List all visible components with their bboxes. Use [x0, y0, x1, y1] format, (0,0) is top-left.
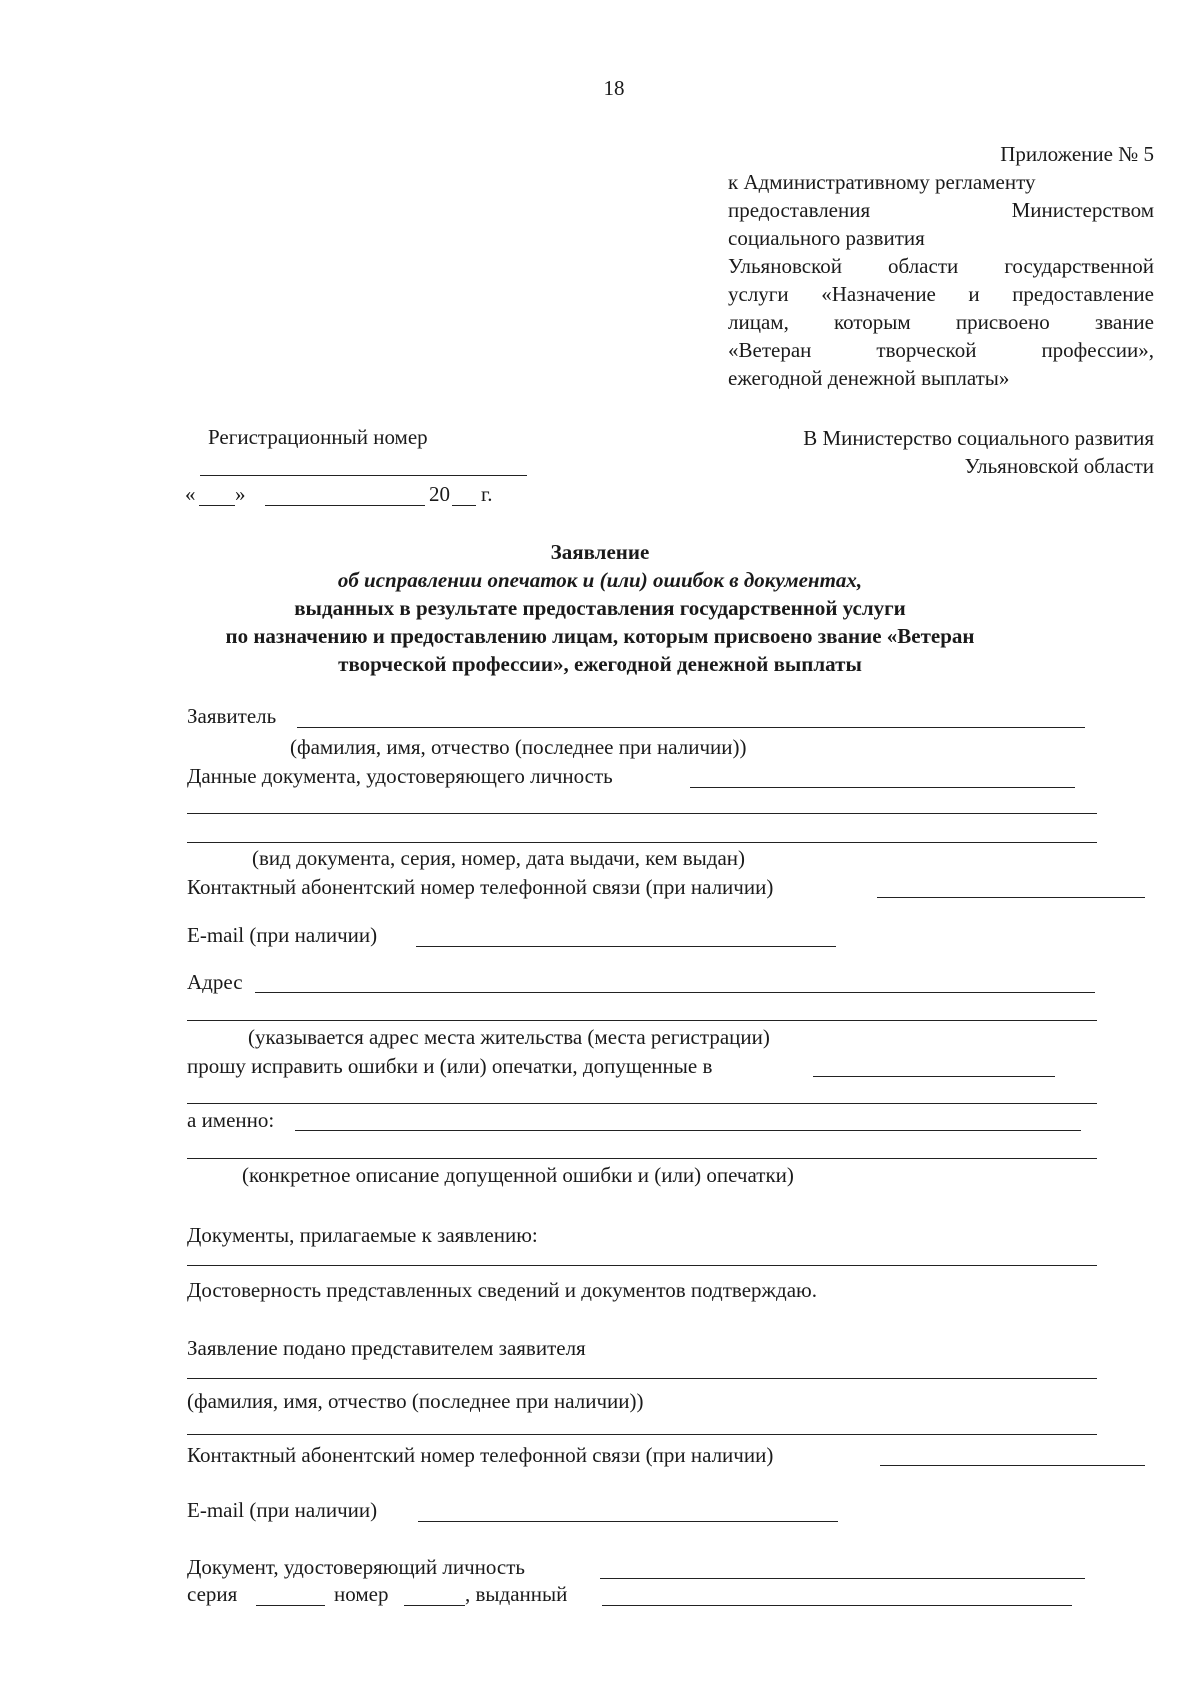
representative-label: Заявление подано представителем заявителя: [187, 1336, 586, 1360]
document-subtitle: творческой профессии», ежегодной денежной выплаты: [338, 652, 862, 676]
appendix-line: социального развития: [728, 226, 925, 250]
attachments-label: Документы, прилагаемые к заявлению:: [187, 1223, 538, 1247]
addressee-line1: В Министерство социального развития: [803, 426, 1154, 450]
address-label: Адрес: [187, 970, 243, 994]
rep-id-label: Документ, удостоверяющий личность: [187, 1555, 525, 1579]
attachments-field[interactable]: [187, 1265, 1097, 1266]
appendix-title: Приложение № 5: [1000, 142, 1154, 166]
id-doc-field-line2[interactable]: [187, 813, 1097, 814]
appendix-line: «Ветеран творческой профессии»,: [728, 338, 1154, 362]
document-subtitle: об исправлении опечаток и (или) ошибок в документах,: [337, 568, 863, 592]
date-month-field[interactable]: [265, 505, 425, 506]
date-year-field[interactable]: [452, 505, 476, 506]
id-doc-label: Данные документа, удостоверяющего личность: [187, 764, 613, 788]
date-year-prefix: 20: [429, 482, 450, 506]
request-field[interactable]: [813, 1076, 1055, 1077]
applicant-label: Заявитель: [187, 704, 277, 728]
document-subtitle: выданных в результате предоставления государственной услуги: [294, 596, 906, 620]
number-label: номер: [334, 1582, 389, 1606]
issued-field[interactable]: [602, 1605, 1072, 1606]
representative-field-line2[interactable]: [187, 1434, 1097, 1435]
appendix-line: предоставления Министерством: [728, 198, 1154, 222]
request-field-line2[interactable]: [187, 1103, 1097, 1104]
appendix-line: услуги «Назначение и предоставление: [728, 282, 1154, 306]
series-label: серия: [187, 1582, 238, 1606]
appendix-line: к Административному регламенту: [728, 170, 1036, 194]
address-hint: (указывается адрес места жительства (места регистрации): [248, 1025, 770, 1049]
document-title: Заявление: [550, 540, 650, 564]
date-day-field[interactable]: [199, 505, 235, 506]
registration-label: Регистрационный номер: [208, 425, 428, 449]
namely-hint: (конкретное описание допущенной ошибки и (или) опечатки): [242, 1163, 794, 1187]
representative-hint: (фамилия, имя, отчество (последнее при наличии)): [187, 1389, 644, 1413]
page-number: 18: [603, 76, 625, 100]
rep-email-label: E-mail (при наличии): [187, 1498, 378, 1522]
phone-label: Контактный абонентский номер телефонной связи (при наличии): [187, 875, 774, 899]
date-year-suffix: г.: [481, 482, 493, 506]
series-field[interactable]: [256, 1605, 325, 1606]
rep-email-field[interactable]: [418, 1521, 838, 1522]
representative-field[interactable]: [187, 1378, 1097, 1379]
appendix-block: [728, 140, 1154, 392]
date-open-quote: «: [185, 482, 196, 506]
document-subtitle: по назначению и предоставлению лицам, которым присвоено звание «Ветеран: [225, 624, 975, 648]
appendix-line: ежегодной денежной выплаты»: [728, 366, 1010, 390]
issued-label: , выданный: [465, 1582, 568, 1606]
id-doc-field[interactable]: [690, 787, 1075, 788]
applicant-field[interactable]: [297, 727, 1085, 728]
id-doc-field-line3[interactable]: [187, 842, 1097, 843]
email-field[interactable]: [416, 946, 836, 947]
phone-field[interactable]: [877, 897, 1145, 898]
email-label: E-mail (при наличии): [187, 923, 378, 947]
namely-field-line2[interactable]: [187, 1158, 1097, 1159]
registration-number-field[interactable]: [200, 475, 527, 476]
rep-phone-label: Контактный абонентский номер телефонной связи (при наличии): [187, 1443, 774, 1467]
date-close-quote: »: [235, 482, 246, 506]
rep-phone-field[interactable]: [880, 1465, 1145, 1466]
confirmation-text: Достоверность представленных сведений и документов подтверждаю.: [187, 1278, 817, 1302]
id-doc-hint: (вид документа, серия, номер, дата выдачи, кем выдан): [252, 846, 745, 870]
rep-id-field[interactable]: [600, 1578, 1085, 1579]
address-field[interactable]: [255, 992, 1095, 993]
appendix-line: Ульяновской области государственной: [728, 254, 1154, 278]
namely-field[interactable]: [295, 1130, 1081, 1131]
applicant-hint: (фамилия, имя, отчество (последнее при наличии)): [290, 735, 747, 759]
namely-label: а именно:: [187, 1108, 275, 1132]
addressee-line2: Ульяновской области: [964, 454, 1154, 478]
appendix-line: лицам, которым присвоено звание: [728, 310, 1154, 334]
address-field-line2[interactable]: [187, 1020, 1097, 1021]
request-label: прошу исправить ошибки и (или) опечатки, допущенные в: [187, 1054, 713, 1078]
number-field[interactable]: [404, 1605, 465, 1606]
